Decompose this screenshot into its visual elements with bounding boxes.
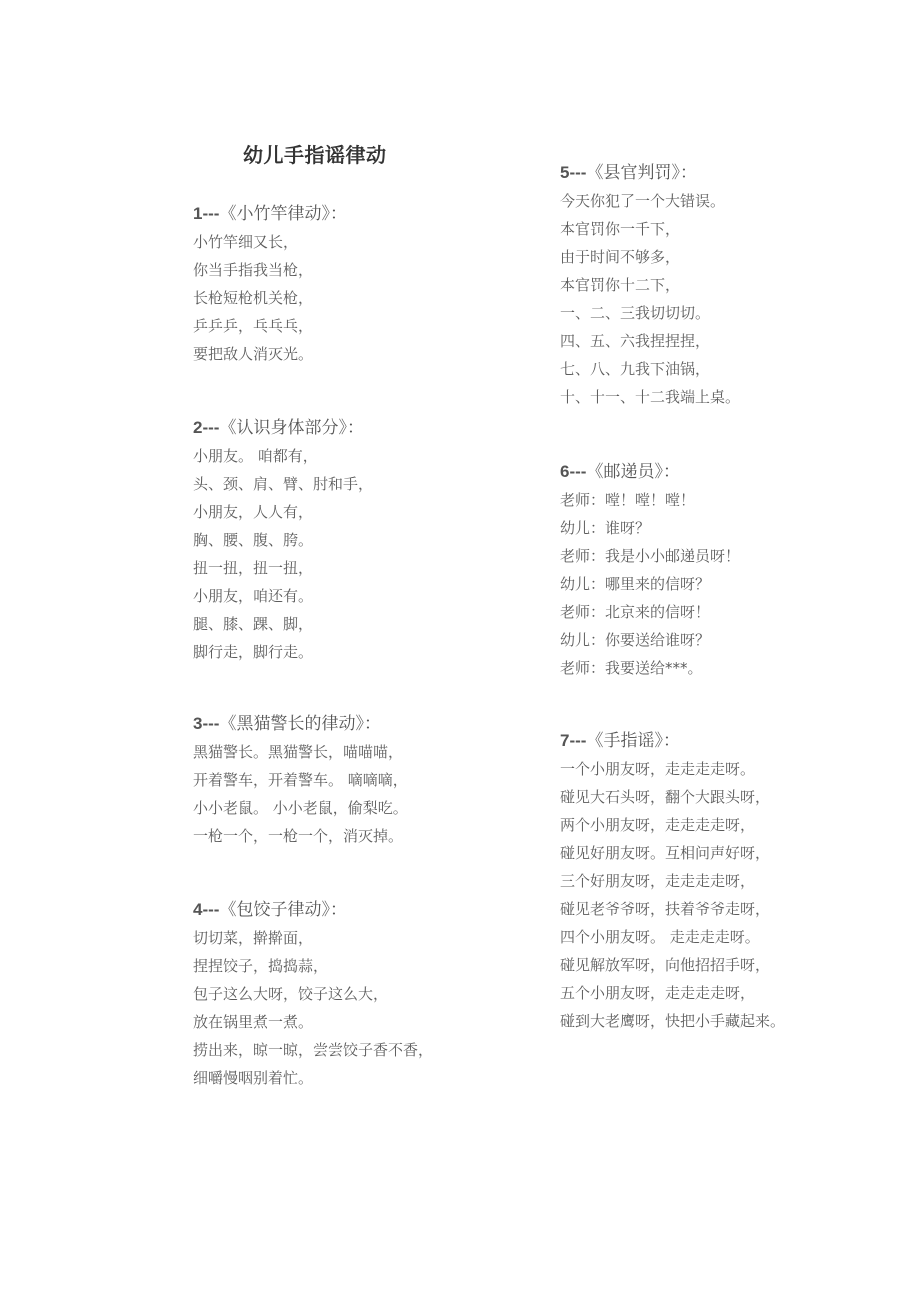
lyric-line: 两个小朋友呀，走走走走呀， — [560, 816, 756, 834]
song-number: 5--- — [560, 163, 587, 182]
song-section-3 — [193, 710, 408, 850]
lyric-line: 小朋友，咱还有。 — [193, 587, 314, 605]
lyric-line: 小朋友，人人有， — [193, 503, 314, 521]
song-title: 《县官判罚》： — [586, 163, 697, 183]
lyric-line: 乒乒乒，乓乓乓， — [193, 317, 314, 335]
lyric-line: 你当手指我当枪， — [193, 261, 314, 279]
lyric-line: 扭一扭，扭一扭， — [193, 559, 314, 577]
lyric-line: 幼儿：你要送给谁呀？ — [560, 631, 711, 649]
lyric-line: 黑猫警长。黑猫警长，喵喵喵， — [193, 743, 404, 761]
song-number: 4--- — [193, 900, 220, 919]
lyric-line: 四个小朋友呀。 走走走走呀。 — [560, 928, 760, 946]
lyric-line: 老师：北京来的信呀！ — [560, 603, 711, 621]
lyric-line: 小竹竿细又长， — [193, 233, 299, 251]
lyric-line: 由于时间不够多， — [560, 248, 681, 266]
lyric-line: 捞出来，晾一晾，尝尝饺子香不香， — [193, 1041, 434, 1059]
lyric-line: 老师：我是小小邮递员呀！ — [560, 547, 741, 565]
lyric-line: 幼儿：谁呀？ — [560, 519, 651, 537]
lyric-line: 切切菜，擀擀面， — [193, 929, 314, 947]
lyric-line: 今天你犯了一个大错误。 — [560, 192, 726, 210]
song-number: 1--- — [193, 204, 220, 223]
lyric-line: 要把敌人消灭光。 — [193, 345, 314, 363]
song-section-4 — [193, 896, 433, 1092]
song-title: 《手指谣》： — [586, 731, 680, 751]
song-section-7 — [560, 727, 785, 1035]
lyric-line: 五个小朋友呀，走走走走呀， — [560, 984, 756, 1002]
song-section-6 — [560, 458, 740, 682]
lyric-line: 捏捏饺子，捣捣蒜， — [193, 957, 329, 975]
lyric-line: 十、十一、十二我端上桌。 — [560, 388, 741, 406]
lyric-line: 老师：嘡！嘡！嘡！ — [560, 491, 696, 509]
lyric-line: 一枪一个，一枪一个，消灭掉。 — [193, 827, 404, 845]
song-number: 2--- — [193, 418, 220, 437]
song-section-2 — [193, 414, 373, 666]
song-section-5 — [560, 159, 740, 411]
song-number: 3--- — [193, 714, 220, 733]
lyric-line: 四、五、六我捏捏捏， — [560, 332, 711, 350]
lyric-line: 碰见好朋友呀。互相问声好呀， — [560, 844, 771, 862]
lyric-line: 长枪短枪机关枪， — [193, 289, 314, 307]
lyric-line: 三个好朋友呀，走走走走呀， — [560, 872, 756, 890]
document-title: 幼儿手指谣律动 — [243, 143, 387, 167]
song-heading — [193, 200, 347, 228]
song-heading — [193, 414, 373, 442]
song-title: 《小竹竿律动》： — [219, 204, 347, 224]
lyric-line: 细嚼慢咽别着忙。 — [193, 1069, 314, 1087]
lyric-line: 小朋友。 咱都有， — [193, 447, 318, 465]
lyric-line: 脚行走，脚行走。 — [193, 643, 314, 661]
lyric-line: 碰见解放军呀，向他招招手呀， — [560, 956, 771, 974]
lyric-line: 开着警车，开着警车。 嘀嘀嘀， — [193, 771, 408, 789]
lyric-line: 碰到大老鹰呀，快把小手藏起来。 — [560, 1012, 786, 1030]
song-heading — [560, 458, 740, 486]
song-title: 《包饺子律动》： — [219, 900, 347, 920]
lyric-line: 碰见大石头呀，翻个大跟头呀， — [560, 788, 771, 806]
lyric-line: 腿、膝、踝、脚， — [193, 615, 314, 633]
song-number: 6--- — [560, 462, 587, 481]
song-section-1 — [193, 200, 347, 368]
song-heading — [193, 896, 433, 924]
song-heading — [560, 159, 740, 187]
lyric-line: 头、颈、肩、臂、肘和手， — [193, 475, 374, 493]
song-number: 7--- — [560, 731, 587, 750]
lyric-line: 幼儿：哪里来的信呀？ — [560, 575, 711, 593]
lyric-line: 本官罚你一千下， — [560, 220, 681, 238]
lyric-line: 一个小朋友呀，走走走走呀。 — [560, 760, 756, 778]
lyric-line: 胸、腰、腹、胯。 — [193, 531, 314, 549]
lyric-line: 碰见老爷爷呀，扶着爷爷走呀， — [560, 900, 771, 918]
lyric-line: 七、八、九我下油锅， — [560, 360, 711, 378]
song-title: 《邮递员》： — [586, 462, 680, 482]
song-heading — [560, 727, 785, 755]
lyric-line: 放在锅里煮一煮。 — [193, 1013, 314, 1031]
lyric-line: 老师：我要送给***。 — [560, 659, 703, 677]
song-title: 《黑猫警长的律动》： — [219, 714, 381, 734]
song-title: 《认识身体部分》： — [219, 418, 364, 438]
lyric-line: 本官罚你十二下， — [560, 276, 681, 294]
lyric-line: 小小老鼠。 小小老鼠，偷梨吃。 — [193, 799, 408, 817]
song-heading — [193, 710, 408, 738]
lyric-line: 包子这么大呀，饺子这么大， — [193, 985, 389, 1003]
lyric-line: 一、二、三我切切切。 — [560, 304, 711, 322]
